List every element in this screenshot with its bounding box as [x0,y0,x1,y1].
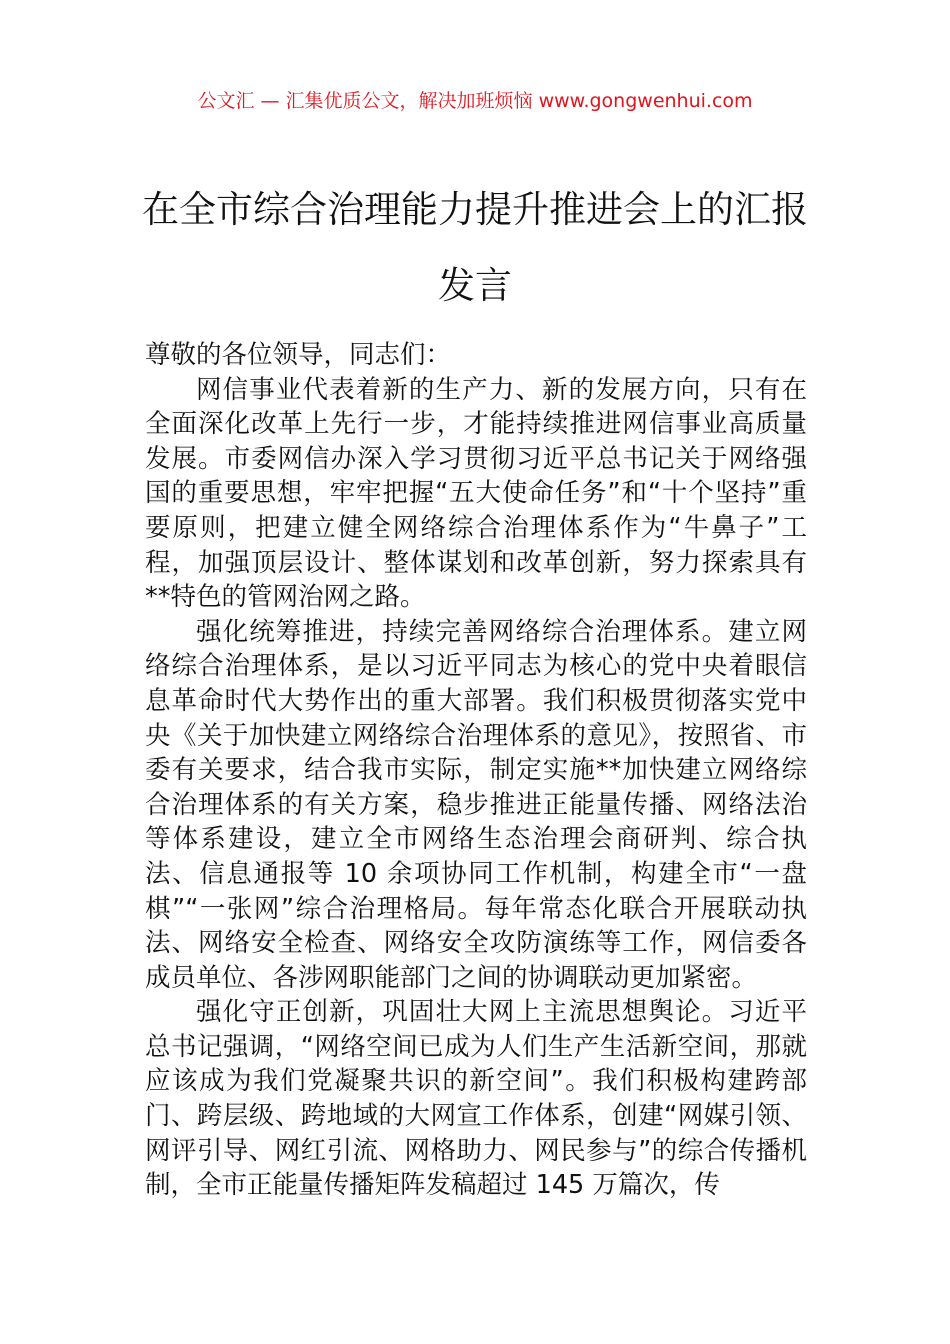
paragraph-coordination: 强化统筹推进，持续完善网络综合治理体系。建立网络综合治理体系，是以习近平同志为核心的党中央着眼信息革命时代大势作出的重大部署。我们积极贯彻落实党中央《关于加快建立网络综合治理体系的意见》，按照省、市委有关要求，结合我市实际，制定实施**加快建立网络综合治理体系的有关方案，稳步推进正能量传播、网络法治等体系建设，建立全市网络生态治理会商研判、综合执法、信息通报等 10 余项协同工作机制，构建全市“一盘棋”“一张网”综合治理格局。每年常态化联合开展联动执法、网络安全检查、网络安全攻防演练等工作，网信委各成员单位、各涉网职能部门之间的协调联动更加紧密。 [145,616,807,993]
site-banner: 公文汇 — 汇集优质公文，解决加班烦恼 www.gongwenhui.com [197,90,753,112]
title-line-2: 发言 [438,264,512,307]
paragraph-intro: 网信事业代表着新的生产力、新的发展方向，只有在全面深化改革上先行一步，才能持续推进网信事业高质量发展。市委网信办深入学习贯彻习近平总书记关于网络强国的重要思想，牢牢把握“五大使命任务”和“十个坚持”重要原则，把建立健全网络综合治理体系作为“牛鼻子”工程，加强顶层设计、整体谋划和改革创新，努力探索具有**特色的管网治网之路。 [145,374,807,613]
document-body [145,338,807,1203]
paragraph-innovation: 强化守正创新，巩固壮大网上主流思想舆论。习近平总书记强调，“网络空间已成为人们生产生活新空间，那就应该成为我们党凝聚共识的新空间”。我们积极构建跨部门、跨层级、跨地域的大网宣工作体系，创建“网媒引领、网评引导、网红引流、网格助力、网民参与”的综合传播机制，全市正能量传播矩阵发稿超过 145 万篇次，传 [145,997,807,1201]
document-title [0,172,950,324]
title-line-1: 在全市综合治理能力提升推进会上的汇报 [142,188,808,231]
salutation: 尊敬的各位领导，同志们： [145,340,452,370]
